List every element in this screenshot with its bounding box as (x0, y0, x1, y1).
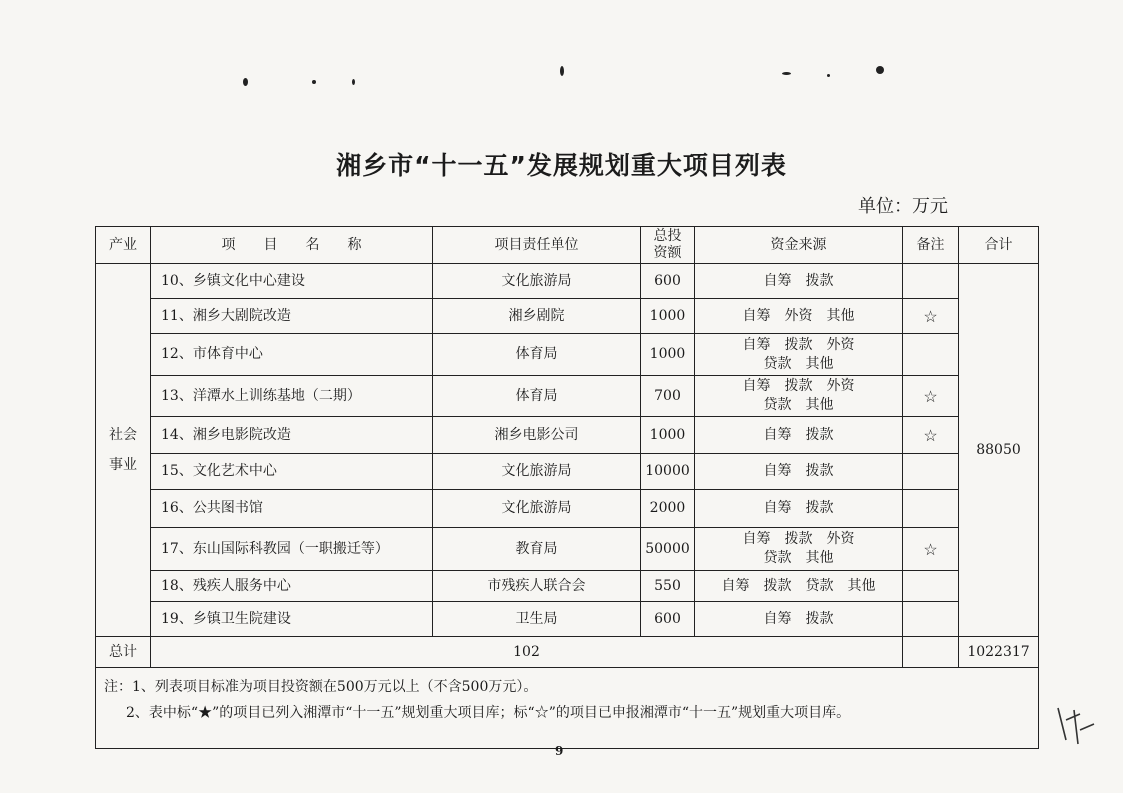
fund-source: 自筹 拨款 (695, 490, 903, 528)
investment: 10000 (641, 454, 695, 490)
investment: 700 (641, 376, 695, 417)
fund-source-text: 自筹 拨款 外资 贷款 其他 (742, 531, 869, 566)
project-name: 11、湘乡大剧院改造 (151, 299, 433, 334)
total-value: 1022317 (959, 637, 1039, 668)
project-table (95, 226, 1039, 749)
responsible-unit: 文化旅游局 (433, 454, 641, 490)
notes-cell (96, 668, 1039, 749)
project-name: 16、公共图书馆 (151, 490, 433, 528)
table-header-row (96, 227, 1039, 264)
scan-speck (243, 78, 248, 86)
remark-mark (903, 454, 959, 490)
table-row (96, 528, 1039, 571)
total-remark-empty (903, 637, 959, 668)
responsible-unit: 体育局 (433, 376, 641, 417)
sector-text: 社会事业 (109, 427, 137, 473)
remark-mark (903, 602, 959, 637)
table-row (96, 571, 1039, 602)
subtotal-cell: 88050 (959, 264, 1039, 637)
responsible-unit: 湘乡电影公司 (433, 417, 641, 454)
scan-speck (312, 80, 316, 84)
scan-speck (560, 66, 564, 76)
investment: 50000 (641, 528, 695, 571)
total-label: 总计 (96, 637, 151, 668)
responsible-unit: 市残疾人联合会 (433, 571, 641, 602)
scan-speck (782, 72, 791, 75)
header-total-investment-text: 总投资额 (653, 228, 682, 261)
responsible-unit: 文化旅游局 (433, 264, 641, 299)
fund-source (695, 334, 903, 376)
header-total-investment (641, 227, 695, 264)
project-name: 17、东山国际科教园（一职搬迁等） (151, 528, 433, 571)
header-fund-source: 资金来源 (695, 227, 903, 264)
total-row (96, 637, 1039, 668)
header-project-name: 项 目 名 称 (151, 227, 433, 264)
project-name: 18、残疾人服务中心 (151, 571, 433, 602)
investment: 2000 (641, 490, 695, 528)
header-subtotal: 合计 (959, 227, 1039, 264)
fund-source: 自筹 拨款 (695, 454, 903, 490)
project-name: 12、市体育中心 (151, 334, 433, 376)
handwritten-mark (1050, 700, 1100, 750)
investment: 600 (641, 602, 695, 637)
unit-label: 单位：万元 (858, 196, 948, 217)
scan-speck (876, 66, 884, 74)
remark-mark (903, 490, 959, 528)
remark-mark (903, 571, 959, 602)
note-1: 注：1、列表项目标准为项目投资额在500万元以上（不含500万元）。 (104, 679, 538, 695)
header-responsible-unit: 项目责任单位 (433, 227, 641, 264)
table-row (96, 334, 1039, 376)
fund-source: 自筹 拨款 (695, 264, 903, 299)
note-2: 2、表中标“★”的项目已列入湘潭市“十一五”规划重大项目库；标“☆”的项目已申报湘潭市“十一五”规划重大项目库。 (126, 705, 851, 721)
fund-source: 自筹 拨款 (695, 602, 903, 637)
sector-cell (96, 264, 151, 637)
header-sector: 产业 (96, 227, 151, 264)
page-title: 湘乡市“十一五”发展规划重大项目列表 (336, 151, 787, 180)
fund-source (695, 528, 903, 571)
scan-speck (352, 79, 355, 85)
responsible-unit: 文化旅游局 (433, 490, 641, 528)
notes-row (96, 668, 1039, 749)
remark-mark: ☆ (903, 417, 959, 454)
responsible-unit: 卫生局 (433, 602, 641, 637)
investment: 1000 (641, 417, 695, 454)
investment: 1000 (641, 334, 695, 376)
table-row (96, 376, 1039, 417)
table-row (96, 417, 1039, 454)
remark-mark: ☆ (903, 376, 959, 417)
fund-source: 自筹 拨款 (695, 417, 903, 454)
project-name: 13、洋潭水上训练基地（二期） (151, 376, 433, 417)
fund-source-text: 自筹 拨款 外资 贷款 其他 (742, 336, 869, 372)
table-row (96, 299, 1039, 334)
fund-source-text: 自筹 拨款 外资 贷款 其他 (742, 378, 869, 413)
remark-mark (903, 264, 959, 299)
investment: 550 (641, 571, 695, 602)
remark-mark: ☆ (903, 528, 959, 571)
responsible-unit: 湘乡剧院 (433, 299, 641, 334)
fund-source (695, 376, 903, 417)
page-number: 9 (555, 744, 564, 758)
table-row (96, 602, 1039, 637)
investment: 1000 (641, 299, 695, 334)
table-row (96, 264, 1039, 299)
project-name: 10、乡镇文化中心建设 (151, 264, 433, 299)
responsible-unit: 教育局 (433, 528, 641, 571)
remark-mark (903, 334, 959, 376)
investment: 600 (641, 264, 695, 299)
project-name: 14、湘乡电影院改造 (151, 417, 433, 454)
responsible-unit: 体育局 (433, 334, 641, 376)
table-row (96, 490, 1039, 528)
scan-speck (827, 74, 830, 77)
project-name: 15、文化艺术中心 (151, 454, 433, 490)
header-remark: 备注 (903, 227, 959, 264)
project-name: 19、乡镇卫生院建设 (151, 602, 433, 637)
total-count: 102 (151, 637, 903, 668)
fund-source: 自筹 拨款 贷款 其他 (695, 571, 903, 602)
table-row (96, 454, 1039, 490)
fund-source: 自筹 外资 其他 (695, 299, 903, 334)
remark-mark: ☆ (903, 299, 959, 334)
